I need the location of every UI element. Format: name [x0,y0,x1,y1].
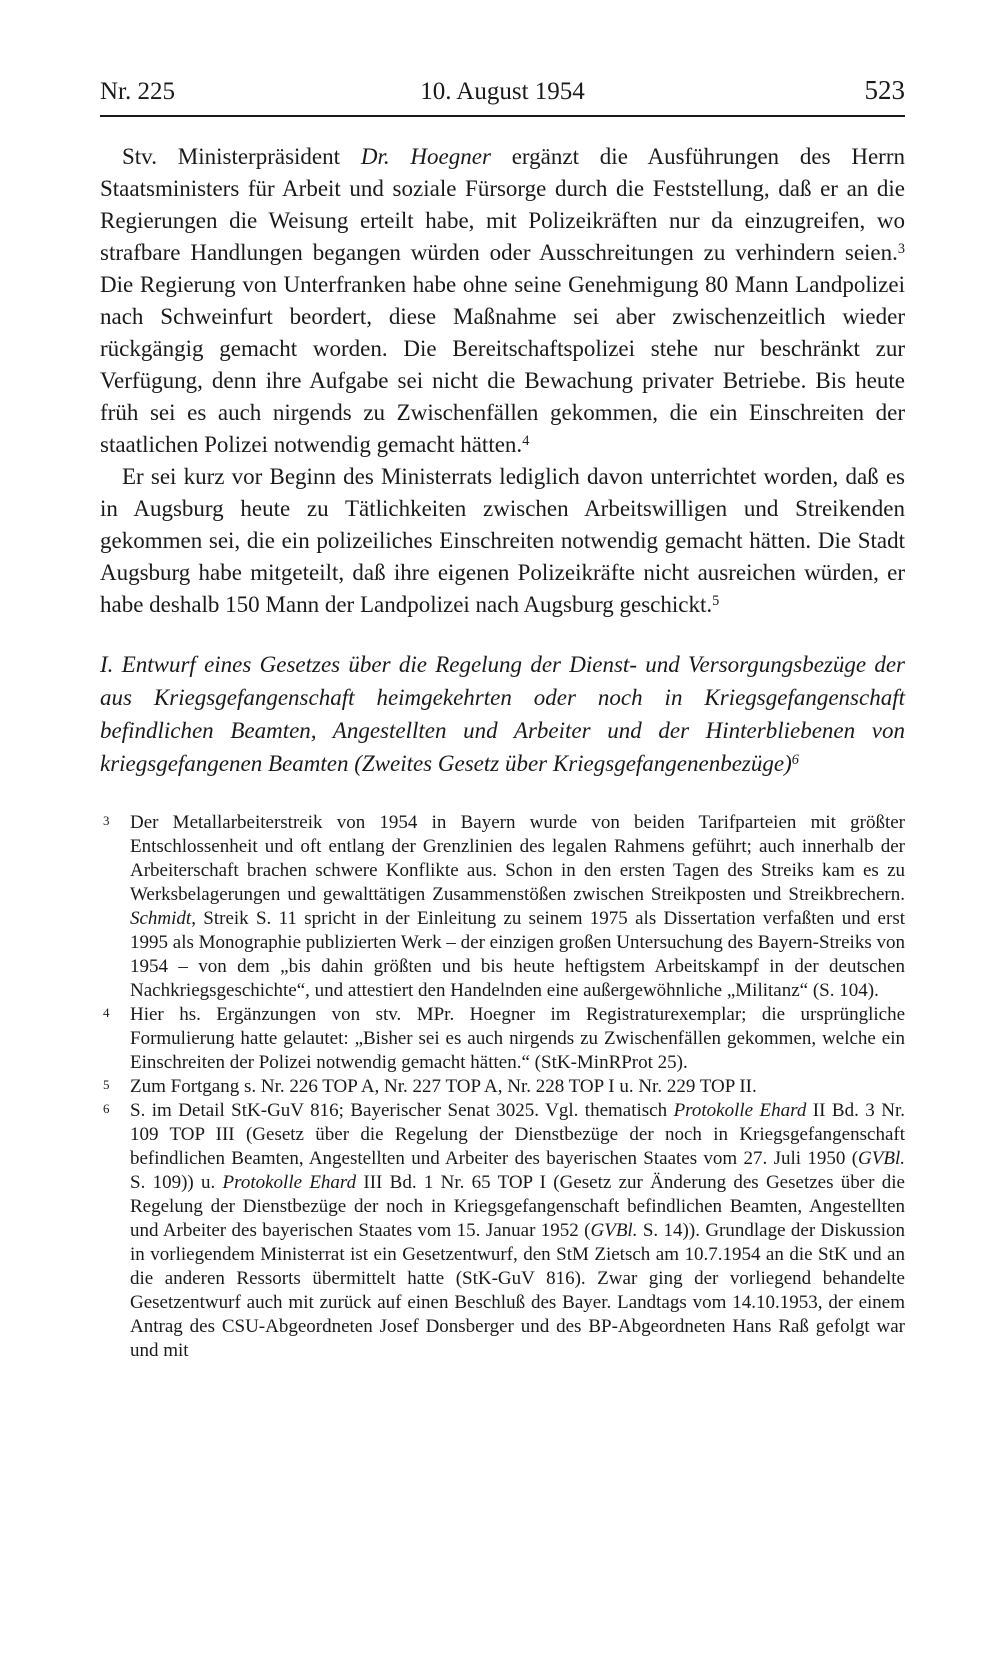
footnote-text [130,1004,905,1073]
italic-text: Protokolle Ehard [222,1171,357,1193]
page-number: 523 [864,75,905,105]
text-run: Der Metallarbeiterstreik von 1954 in Bayern wurde von beiden Tarifparteien mit größter Entschlossenheit und oft entlang der Grenzlinien des legalen Rahmens geführt; auch innerhalb der Arbeiterschaft brachen schwere Konflikte aus. Schon in den ersten Tagen des Streiks kam es zu Werksbelagerungen und gewalttätigen Zusammenstößen zwischen Streikposten und Streikbrechern. [130,811,905,905]
footnote-number: 3 [103,812,110,828]
text-run: I. Entwurf eines Gesetzes über die Regelung der Dienst- und Versorgungsbezüge der aus Kriegsgefangenschaft heimgekehrten oder noch in Kriegsgefangenschaft befindlichen Beamten, Angestellten und Arbeiter und der Hinterbliebenen von kriegsgefangenen Beamten (Zweites Gesetz über Kriegsgefangenenbezüge) [100,651,905,776]
footnote-number: 5 [103,1076,110,1092]
footnote-number: 6 [103,1100,110,1116]
text-run: Stv. Ministerpräsident [122,143,361,169]
footnote-6 [100,1099,905,1363]
footnote-ref: 6 [791,752,799,769]
footnote-5 [100,1075,905,1099]
text-run: ergänzt die Ausführungen des Herrn Staatsministers für Arbeit und soziale Fürsorge durch die Feststellung, daß er an die Regierungen die Weisung erteilt habe, mit Polizeikräften nur da einzugreifen, wo strafbare Handlungen begangen würden oder Ausschreitungen zu verhindern seien. [100,143,905,265]
text-run: Er sei kurz vor Beginn des Ministerrats lediglich davon unterrichtet worden, daß es in Augsburg heute zu Tätlichkeiten zwischen Arbeitswilligen und Streikenden gekommen sei, die ein polizeiliches Einschreiten notwendig gemacht hätten. Die Stadt Augsburg habe mitgeteilt, daß ihre eigenen Polizeikräfte nicht ausreichen würden, er habe deshalb 150 Mann der Landpolizei nach Augsburg geschickt. [100,463,905,617]
header-rule [100,115,905,117]
italic-text: GVBl. [858,1147,905,1169]
text-run: , Streik S. 11 spricht in der Einleitung zu seinem 1975 als Dissertation verfaßten und erst 1995 als Monographie publizierten Werk – der einzigen großen Untersuchung des Bayern-Streiks von 1954 – von dem „bis dahin größten und bis heute heftigstem Arbeitskampf in der deutschen Nachkriegsgeschichte“, und attestiert den Handelnden eine außergewöhnliche „Militanz“ (S. 104). [130,907,905,1001]
document-date: 10. August 1954 [420,78,585,105]
text-run: Zum Fortgang s. Nr. 226 TOP A, Nr. 227 TOP A, Nr. 228 TOP I u. Nr. 229 TOP II. [130,1075,757,1097]
footnote-text [130,1100,905,1361]
text-run: S. 109)) u. [130,1171,223,1193]
main-text [100,141,905,780]
footnote-4 [100,1003,905,1075]
italic-text: GVBl. [590,1219,638,1241]
text-run: S. 14)). Grundlage der Diskussion in vorliegendem Ministerrat ist ein Gesetzentwurf, den StM Zietsch am 10.7.1954 an die StK und an die anderen Ressorts übermittelt hatte (StK-GuV 816). Zwar ging der vorliegend behandelte Gesetzentwurf auch mit zurück auf einen Beschluß des Bayer. Landtags vom 14.10.1953, der einem Antrag des CSU-Abgeordneten Josef Donsberger und des BP-Abgeordneten Hans Raß gefolgt war und mit [130,1219,906,1361]
agenda-item-heading [100,648,905,780]
italic-text: Schmidt [130,907,192,929]
footnote-3 [100,811,905,1003]
text-run: II Bd. 3 Nr. 109 TOP III (Gesetz über die Regelung der Dienstbezüge der noch in Kriegsgefangenschaft befindlichen Beamten, Angestellten und Arbeiter des bayerischen Staates vom 27. Juli 1950 ( [130,1099,906,1169]
italic-text: Protokolle Ehard [673,1099,807,1121]
document-number: Nr. 225 [100,78,175,105]
page-header [100,76,905,106]
footnote-ref: 3 [897,241,905,258]
text-run: S. im Detail StK-GuV 816; Bayerischer Senat 3025. Vgl. thematisch [130,1099,674,1121]
footnote-ref: 5 [712,593,720,610]
italic-text: Dr. Hoegner [360,143,491,169]
paragraph-augsburg-report [100,461,905,621]
text-run: Die Regierung von Unterfranken habe ohne seine Genehmigung 80 Mann Landpolizei nach Schweinfurt beordert, diese Maßnahme sei aber zwischenzeitlich wieder rückgängig gemacht worden. Die Bereitschaftspolizei stehe nur beschränkt zur Verfügung, denn ihre Aufgabe sei nicht die Bewachung privater Betriebe. Bis heute früh sei es auch nirgends zu Zwischenfällen gekommen, die ein Einschreiten der staatlichen Polizei notwendig gemacht hätten. [100,271,905,457]
footnote-text [130,812,905,1001]
text-run: Hier hs. Ergänzungen von stv. MPr. Hoegner im Registraturexemplar; die ursprüngliche Formulierung hatte gelautet: „Bisher sei es auch nirgends zu Zwischenfällen gekommen, welche ein Einschreiten der Polizei notwendig gemacht hätten.“ (StK-MinRProt 25). [130,1003,905,1073]
footnotes-section [100,811,905,1363]
text-run: III Bd. 1 Nr. 65 TOP I (Gesetz zur Änderung des Gesetzes über die Regelung der Dienstbezüge der noch in Kriegsgefangenschaft befindlichen Beamten, Angestellten und Arbeiter des bayerischen Staates vom 15. Januar 1952 ( [130,1171,905,1241]
footnote-ref: 4 [522,433,530,450]
footnote-text [130,1076,757,1097]
footnote-number: 4 [103,1004,110,1020]
paragraph-hoegner-statement [100,141,905,461]
